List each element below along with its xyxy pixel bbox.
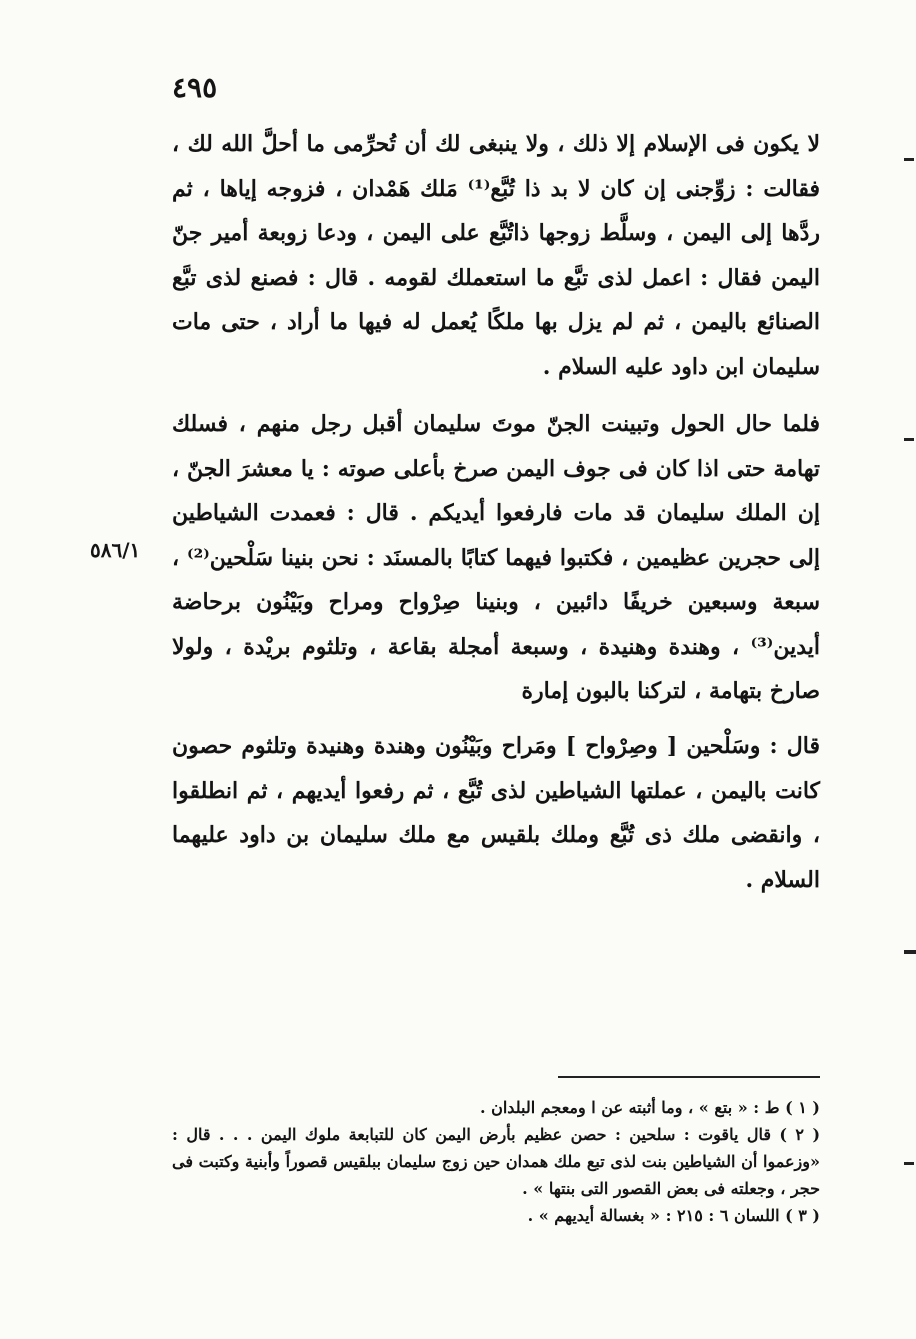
paragraph-text: قال : وسَلْحين [ وصِرْواح ] ومَراح وبَيْنُون وهندة وهنيدة وتلثوم حصون كانت باليمن ، عملتها الشياطين لذى تُبَّع ، ثم رفعوا أيديهم ، ثم انطلقوا ، وانقضى ملك ذى تُبَّع وملك بلقيس مع ملك سليمان بن داود عليهما السلام . <box>172 733 820 893</box>
paragraph-3 <box>172 724 820 902</box>
paragraph-2 <box>172 402 820 714</box>
paragraph-text: لا يكون فى الإسلام إلا ذلك ، ولا ينبغى لك أن تُحرِّمى ما أحلَّ الله لك ، فقالت : زوِّجنى إن كان لا بد ذا تُبَّع⁽¹⁾ مَلك هَمْدان ، فزوجه إياها ، ثم ردَّها إلى اليمن ، وسلَّط زوجها ذاتُبَّع على اليمن ، ودعا زوبعة أمير جنّ اليمن فقال : اعمل لذى تبَّع ما استعملك لقومه . قال : فصنع لذى تبَّع الصنائع باليمن ، ثم لم يزل بها ملكًا يُعمل له فيها ما أراد ، حتى مات سليمان ابن داود عليه السلام . <box>172 131 821 380</box>
paragraph-1 <box>172 122 820 389</box>
footnote-3: ( ٣ ) اللسان ٦ : ٢١٥ : « بغسالة أيديهم » . <box>527 1206 820 1225</box>
edge-mark <box>904 158 914 161</box>
margin-reference: ٥٨٦/١ <box>90 538 141 562</box>
page-number: ٤٩٥ <box>172 71 218 104</box>
footnote-divider <box>558 1076 820 1078</box>
footnote-1: ( ١ ) ط : « بتع » ، وما أثبته عن ا ومعجم البلدان . <box>479 1098 820 1117</box>
edge-mark <box>904 1162 914 1165</box>
footnotes <box>172 1094 820 1229</box>
paragraph-text: فلما حال الحول وتبينت الجنّ موتَ سليمان أقبل رجل منهم ، فسلك تهامة حتى اذا كان فى جوف اليمن صرخ بأعلى صوته : يا معشرَ الجنّ ، إن الملك سليمان قد مات فارفعوا أيديكم . قال : فعمدت الشياطين إلى حجرين عظيمين ، فكتبوا فيهما كتابًا بالمسنَد : نحن بنينا سَلْحين⁽²⁾ ، سبعة وسبعين خريفًا دائبين ، وبنينا صِرْواح ومراح وبَيْنُون برحاضة أيدين⁽³⁾ ، وهندة وهنيدة ، وسبعة أمجلة بقاعة ، وتلثوم بريْدة ، ولولا صارخ بتهامة ، لتركنا بالبون إمارة <box>172 411 820 704</box>
footnote-2: ( ٢ ) قال ياقوت : سلحين : حصن عظيم بأرض اليمن كان للتبابعة ملوك اليمن . . . قال : «وزعموا أن الشياطين بنت لذى تبع ملك همدان حين زوج سليمان ببلقيس قصوراً وأبنية وكتبت فى حجر ، وجعلته فى بعض القصور التى بنتها » . <box>172 1125 821 1198</box>
edge-mark <box>904 950 916 954</box>
edge-mark <box>904 438 914 441</box>
